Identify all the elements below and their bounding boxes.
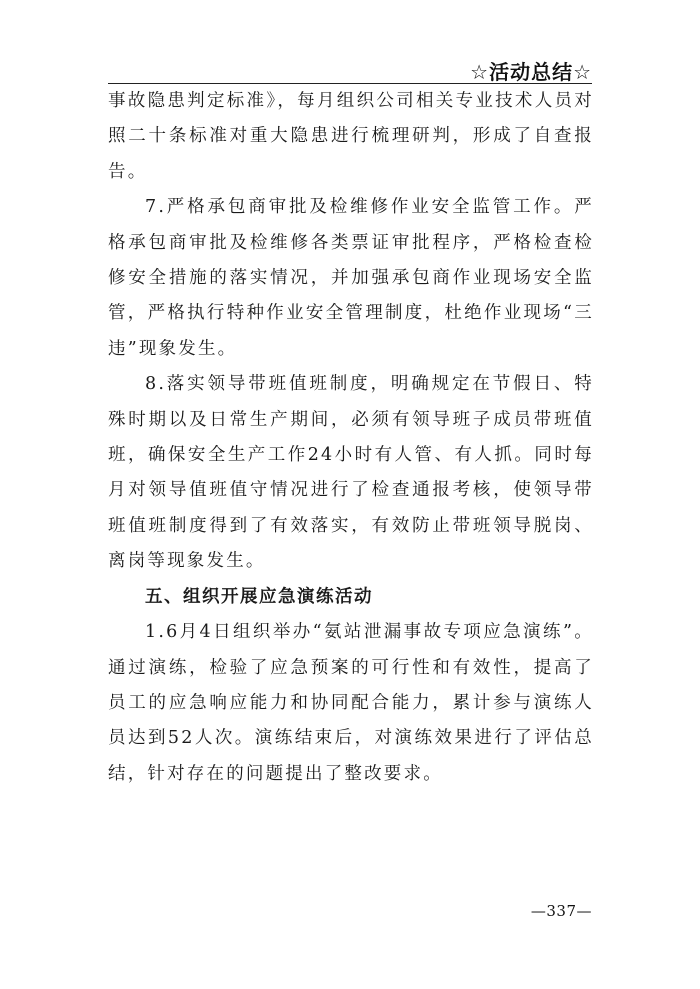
paragraph-item-7: 7.严格承包商审批及检维修作业安全监管工作。严格承包商审批及检维修各类票证审批程序，严格检查检修安全措施的落实情况，并加强承包商作业现场安全监管，严格执行特种作业安全管理制度，杜绝作业现场“三违”现象发生。 (108, 197, 594, 359)
page-number: —337— (530, 902, 592, 920)
running-header-title: ☆活动总结☆ (470, 60, 592, 84)
paragraph-section5-item-1: 1.6月4日组织举办“氨站泄漏事故专项应急演练”。通过演练，检验了应急预案的可行性和有效性，提高了员工的应急响应能力和协同配合能力，累计参与演练人员达到52人次。演练结束后，对演练效果进行了评估总结，针对存在的问题提出了整改要求。 (108, 622, 594, 784)
page-body (108, 84, 594, 792)
section-heading-5: 五、组织开展应急演练活动 (145, 586, 373, 607)
paragraph-item-8: 8.落实领导带班值班制度，明确规定在节假日、特殊时期以及日常生产期间，必须有领导班子成员带班值班，确保安全生产工作24小时有人管、有人抓。同时每月对领导值班值守情况进行了检查通报考核，使领导带班值班制度得到了有效落实，有效防止带班领导脱岗、离岗等现象发生。 (108, 374, 594, 572)
paragraph-continued: 事故隐患判定标准》，每月组织公司相关专业技术人员对照二十条标准对重大隐患进行梳理研判，形成了自查报告。 (108, 91, 594, 182)
